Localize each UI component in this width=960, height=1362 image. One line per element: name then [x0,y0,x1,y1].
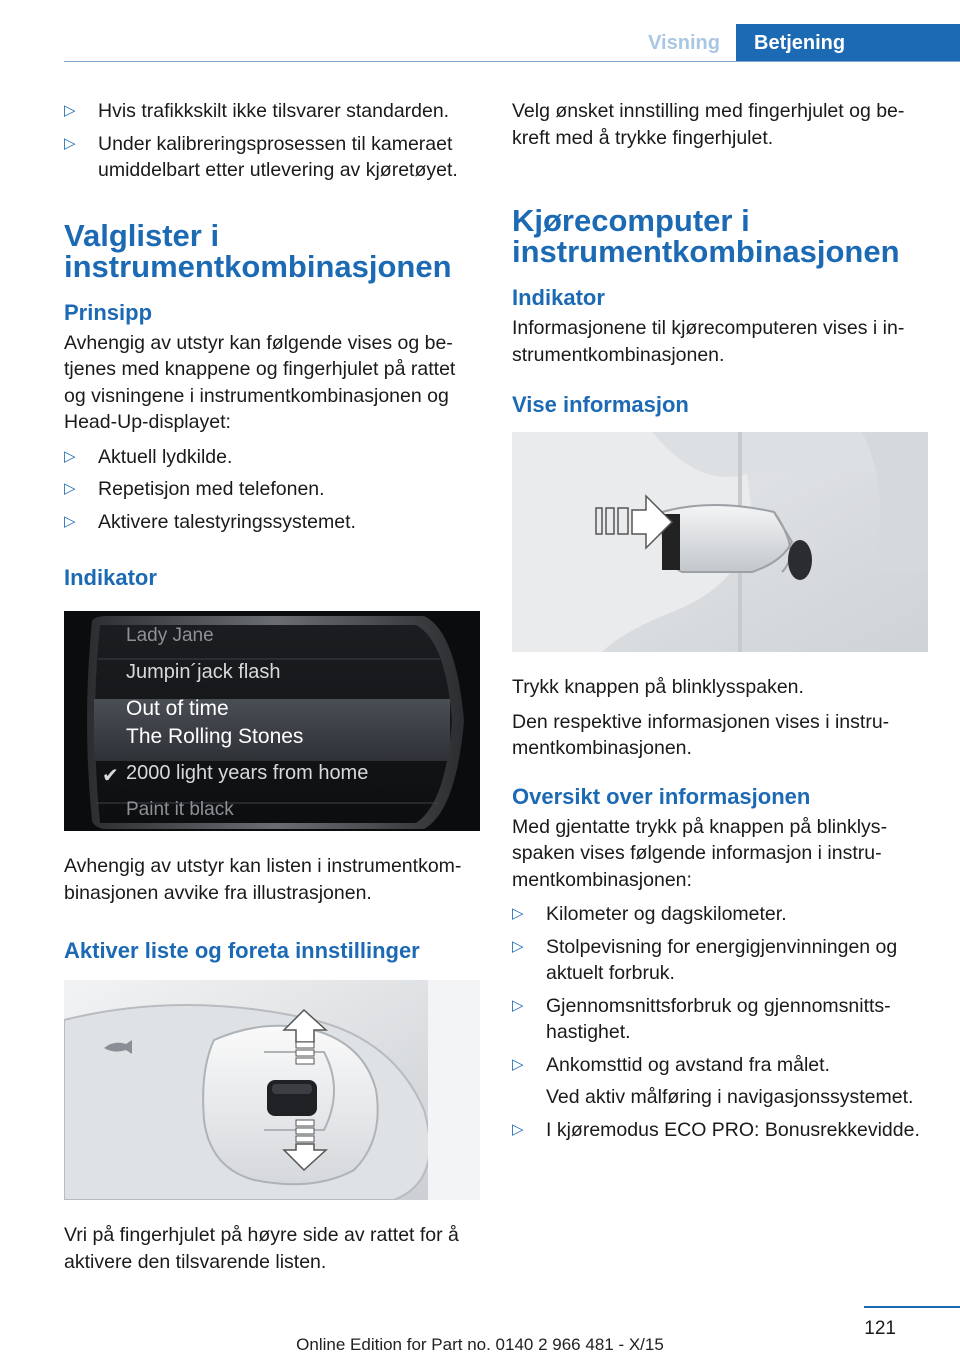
display-item-out-of-time: Out of time [126,697,229,720]
instrument-display-illustration [64,611,480,831]
list-item: ▷ Hvis trafikkskilt ikke tilsvarer standarden. [64,98,480,125]
vise-text-1: Trykk knappen på blinklysspaken. [512,676,804,698]
display-item-lady-jane: Lady Jane [126,625,214,646]
section-title-kjorecomputer: Kjørecomputer i instrumentkombinasjonen [512,203,900,269]
list-item: ▷ Gjennomsnittsforbruk og gjennomsnittshastighet. [512,994,891,1043]
triangle-bullet-icon: ▷ [64,512,76,530]
heading-oversikt: Oversikt over informasjonen [512,783,811,809]
heading-vise-informasjon: Vise informasjon [512,392,689,417]
indikator-text: Informasjonene til kjørecomputeren vises i instrumentkombinasjonen. [512,317,905,366]
triangle-bullet-icon: ▷ [64,134,76,152]
turn-signal-lever-illustration [512,432,928,652]
header-divider [64,61,960,62]
page-header [0,0,960,62]
triangle-bullet-icon: ▷ [64,102,76,119]
triangle-bullet-icon: ▷ [512,1120,524,1138]
list-item: ▷ Repetisjon med telefonen. [64,476,480,503]
list-item: ▷ Ankomsttid og avstand fra målet. Ved aktiv målføring i navigasjonssystemet. [512,1052,928,1111]
section-title-valglister: Valglister i instrumentkombinasjonen [64,217,452,284]
list-item: ▷ Under kalibreringsprosessen til kameraet umiddelbart etter utlevering av kjøretøyet. [64,132,458,181]
tab-betjening[interactable]: Betjening [736,24,960,62]
right-column [512,98,928,1149]
triangle-bullet-icon: ▷ [512,905,524,922]
intro-text: Velg ønsket innstilling med fingerhjulet og bekreft med å trykke fingerhjulet. [512,100,905,149]
list-item: ▷ I kjøremodus ECO PRO: Bonusrekkevidde. [512,1117,928,1144]
triangle-bullet-icon: ▷ [64,447,76,465]
display-item-rolling-stones: The Rolling Stones [126,725,304,748]
prinsipp-text: Avhengig av utstyr kan følgende vises og betjenes med knappene og fingerhjulet på rattet og visningene i instrumentkombinasjonen og Head-Up-displayet: [64,331,456,433]
heading-indikator-right: Indikator [512,285,605,310]
top-bullet-list [64,98,480,184]
heading-prinsipp: Prinsipp [64,299,153,325]
display-item-jumpin-jack-flash: Jumpin´jack flash [126,661,281,683]
triangle-bullet-icon: ▷ [64,480,76,497]
steering-wheel-drawing [64,980,480,1200]
triangle-bullet-icon: ▷ [512,937,524,955]
page-number: 121 [864,1318,896,1339]
tab-visning[interactable]: Visning [648,32,720,54]
vise-text-2: Den respektive informasjonen vises i instrumentkombinasjonen. [512,710,890,759]
prinsipp-bullet-list [64,444,480,536]
turn-signal-lever-drawing [512,432,928,652]
list-item: ▷ Aktuell lydkilde. [64,444,480,471]
list-item: ▷ Stolpevisning for energigjenvinningen og aktuelt forbruk. [512,935,898,984]
triangle-bullet-icon: ▷ [512,1055,524,1073]
display-caption: Avhengig av utstyr kan listen i instrumentkombinasjonen avvike fra illustrasjonen. [64,855,462,904]
oversikt-bullet-list [512,901,928,1143]
left-column [64,98,480,1283]
aktiver-text: Vri på fingerhjulet på høyre side av rattet for å aktivere den tilsvarende listen. [64,1224,459,1273]
display-item-paint-it-black: Paint it black [126,799,234,820]
check-icon: ✔ [102,765,119,787]
list-item: ▷ Aktivere talestyringssystemet. [64,509,480,536]
ankomst-subtext: Ved aktiv målføring i navigasjonssystemet. [546,1086,914,1108]
edition-footer: Online Edition for Part no. 0140 2 966 481 - X/15 [296,1335,664,1354]
list-item: ▷ Kilometer og dagskilometer. [512,901,928,928]
display-item-2000-light-years: 2000 light years from home [126,762,369,784]
steering-wheel-thumbwheel-illustration [64,980,480,1200]
heading-indikator-left: Indikator [64,565,157,590]
triangle-bullet-icon: ▷ [512,996,524,1014]
footer-divider [864,1306,960,1308]
oversikt-text: Med gjentatte trykk på knappen på blinklysspaken vises følgende informasjon i instrumentkombinasjonen: [512,815,888,891]
heading-aktiver-liste: Aktiver liste og foreta innstillinger [64,938,420,963]
